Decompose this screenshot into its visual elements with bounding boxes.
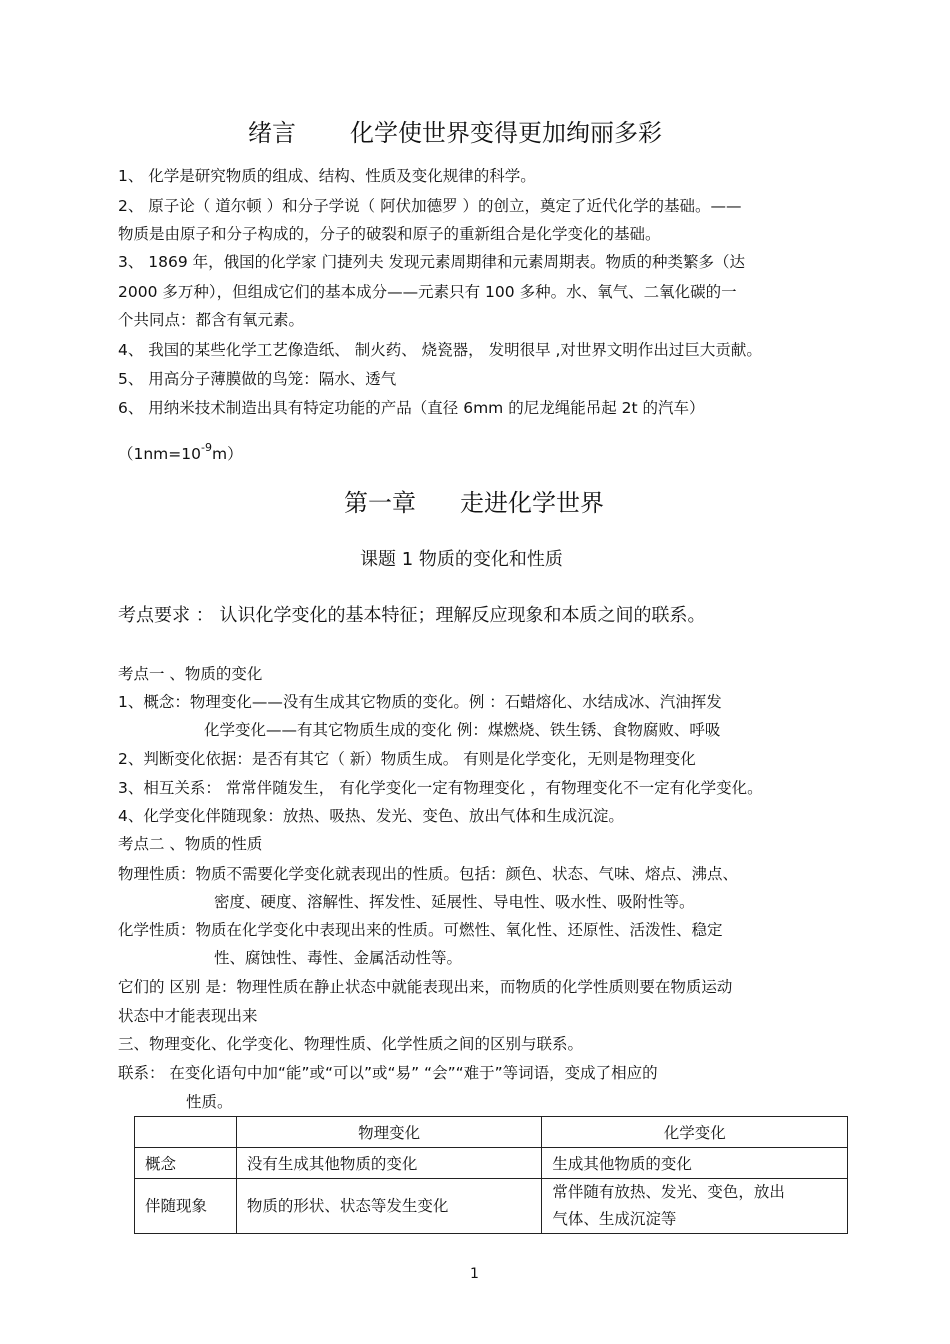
intro-item-1: 1、 化学是研究物质的组成、结构、性质及变化规律的科学。: [118, 167, 536, 185]
table-cell: 概念: [135, 1148, 237, 1179]
intro-item-2-cont: 物质是由原子和分子构成的，分子的破裂和原子的重新组合是化学变化的基础。: [118, 225, 661, 243]
nm-definition-unit: m）: [211, 445, 243, 464]
physical-property: 物理性质：物质不需要化学变化就表现出的性质。包括：颜色、状态、气味、熔点、沸点、: [118, 865, 739, 883]
table-cell-multiline: [542, 1179, 848, 1234]
difference-line: 它们的 区别 是：物理性质在静止状态中就能表现出来，而物质的化学性质则要在物质运动: [118, 978, 733, 996]
chemical-phenomena: 4、化学变化伴随现象：放热、吸热、发光、变色、放出气体和生成沉淀。: [118, 807, 624, 825]
intro-item-3: 3、 1869 年，俄国的化学家 门捷列夫 发现元素周期律和元素周期表。物质的种类繁多（达: [118, 253, 746, 271]
intro-item-3-cont: 2000 多万种），但组成它们的基本成分——元素只有 100 多种。水、氧气、二氧化碳的一: [118, 283, 737, 301]
table-cell: 没有生成其他物质的变化: [236, 1148, 542, 1179]
intro-item-2: 2、 原子论（ 道尔顿 ）和分子学说（ 阿伏加德罗 ）的创立，奠定了近代化学的基础。——: [118, 197, 742, 215]
table-cell: 生成其他物质的变化: [542, 1148, 848, 1179]
table-cell-line: 常伴随有放热、发光、变色，放出: [552, 1183, 785, 1201]
chemical-property: 化学性质：物质在化学变化中表现出来的性质。可燃性、氧化性、还原性、活泼性、稳定: [118, 921, 723, 939]
table-header-row: [135, 1117, 848, 1148]
comparison-table: [134, 1116, 848, 1234]
intro-item-6: 6、 用纳米技术制造出具有特定功能的产品（直径 6mm 的尼龙绳能吊起 2t 的汽车）: [118, 399, 705, 417]
table-row: [135, 1148, 848, 1179]
relation-line-cont: 性质。: [186, 1093, 233, 1111]
intro-title-label: 绪言: [248, 119, 296, 147]
chemical-property-cont: 性、腐蚀性、毒性、金属活动性等。: [214, 949, 463, 967]
difference-line-cont: 状态中才能表现出来: [118, 1007, 258, 1025]
requirement-line: 考点要求 ： 认识化学变化的基本特征；理解反应现象和本质之间的联系。: [118, 605, 706, 626]
mutual-relation: 3、相互关系： 常常伴随发生， 有化学变化一定有物理变化 ，有物理变化不一定有化学变化。: [118, 779, 763, 797]
intro-title: [248, 118, 662, 148]
page-number: 1: [470, 1266, 479, 1282]
chapter-number: 第一章: [344, 489, 416, 517]
nm-definition-exponent: -9: [201, 441, 212, 454]
physical-property-cont: 密度、硬度、溶解性、挥发性、延展性、导电性、吸水性、吸附性等。: [214, 893, 695, 911]
table-cell: 物质的形状、状态等发生变化: [236, 1179, 542, 1234]
intro-item-5: 5、 用高分子薄膜做的鸟笼：隔水、透气: [118, 370, 397, 388]
intro-item-3-cont2: 个共同点：都含有氧元素。: [118, 311, 305, 329]
table-cell: 伴随现象: [135, 1179, 237, 1234]
concept-physical-change: 1、概念：物理变化——没有生成其它物质的变化。例 ：石蜡熔化、水结成冰、汽油挥发: [118, 693, 722, 711]
lesson-title: 课题 1 物质的变化和性质: [360, 549, 563, 570]
intro-title-text: 化学使世界变得更加绚丽多彩: [350, 119, 662, 147]
nm-definition: [118, 440, 243, 464]
nm-definition-base: （1nm=10: [118, 445, 201, 464]
relation-line: 联系： 在变化语句中加“能”或“可以”或“易” “会”“难于”等词语，变成了相应的: [118, 1064, 658, 1082]
table-row: [135, 1179, 848, 1234]
chapter-name: 走进化学世界: [460, 489, 604, 517]
judgement-basis: 2、判断变化依据：是否有其它（ 新）物质生成。 有则是化学变化，无则是物理变化: [118, 750, 696, 768]
point-1-heading: 考点一 、物质的变化: [118, 665, 263, 683]
table-cell-line: 气体、生成沉淀等: [552, 1210, 677, 1228]
intro-item-4: 4、 我国的某些化学工艺像造纸、 制火药、 烧瓷器， 发明很早 ,对世界文明作出过巨大贡献。: [118, 341, 762, 359]
point-2-heading: 考点二 、物质的性质: [118, 835, 263, 853]
chapter-title: [344, 488, 604, 518]
section-3-heading: 三、物理变化、化学变化、物理性质、化学性质之间的区别与联系。: [118, 1035, 584, 1053]
concept-chemical-change: 化学变化——有其它物质生成的变化 例：煤燃烧、铁生锈、食物腐败、呼吸: [204, 721, 721, 739]
table-header-chemical: 化学变化: [542, 1117, 848, 1148]
table-header-corner: [135, 1117, 237, 1148]
table-header-physical: 物理变化: [236, 1117, 542, 1148]
